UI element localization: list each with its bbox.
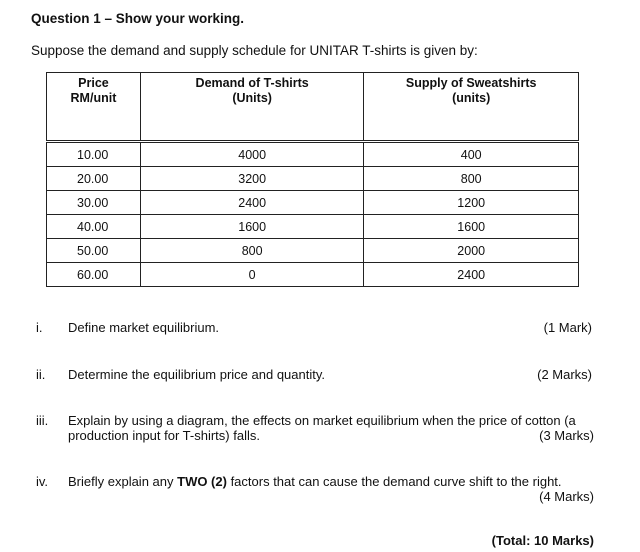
table-row — [47, 263, 579, 287]
marks-iii: (3 Marks) — [539, 428, 594, 443]
price-cell: 40.00 — [47, 215, 141, 239]
table-row — [47, 239, 579, 263]
schedule-table — [46, 72, 579, 287]
price-cell: 30.00 — [47, 191, 141, 215]
supply-cell: 800 — [364, 167, 579, 191]
demand-cell: 4000 — [140, 142, 364, 167]
question-text-iii-line2: production input for T-shirts) falls. — [68, 428, 260, 443]
table-header-row — [47, 73, 579, 142]
supply-cell: 400 — [364, 142, 579, 167]
demand-cell: 1600 — [140, 215, 364, 239]
table-row — [47, 191, 579, 215]
price-cell: 50.00 — [47, 239, 141, 263]
marks-ii: (2 Marks) — [537, 367, 592, 382]
question-number-iii: iii. — [36, 413, 49, 428]
header-supply: Supply of Sweatshirts (units) — [364, 73, 579, 142]
total-marks: (Total: 10 Marks) — [491, 533, 594, 548]
table-row — [47, 142, 579, 167]
demand-cell: 2400 — [140, 191, 364, 215]
supply-cell: 1200 — [364, 191, 579, 215]
price-cell: 60.00 — [47, 263, 141, 287]
question-text-ii: Determine the equilibrium price and quantity. — [68, 367, 326, 382]
price-cell: 20.00 — [47, 167, 141, 191]
header-demand: Demand of T-shirts (Units) — [140, 73, 364, 142]
question-heading: Question 1 – Show your working. — [31, 11, 245, 26]
intro-text: Suppose the demand and supply schedule for UNITAR T-shirts is given by: — [31, 43, 478, 58]
question-text-iv: Briefly explain any TWO (2) factors that can cause the demand curve shift to the right. — [68, 474, 562, 489]
demand-cell: 3200 — [140, 167, 364, 191]
marks-i: (1 Mark) — [543, 320, 592, 335]
question-number-i: i. — [36, 320, 43, 335]
supply-cell: 2400 — [364, 263, 579, 287]
supply-cell: 2000 — [364, 239, 579, 263]
table-row — [47, 167, 579, 191]
price-cell: 10.00 — [47, 142, 141, 167]
marks-iv: (4 Marks) — [539, 489, 594, 504]
question-number-ii: ii. — [36, 367, 46, 382]
question-text-iii-line1: Explain by using a diagram, the effects on market equilibrium when the price of cotton (a — [68, 413, 576, 428]
header-price: Price RM/unit — [47, 73, 141, 142]
question-text-i: Define market equilibrium. — [68, 320, 220, 335]
supply-cell: 1600 — [364, 215, 579, 239]
demand-cell: 0 — [140, 263, 364, 287]
demand-cell: 800 — [140, 239, 364, 263]
question-number-iv: iv. — [36, 474, 49, 489]
emphasis-two: TWO (2) — [177, 474, 227, 489]
table-row — [47, 215, 579, 239]
